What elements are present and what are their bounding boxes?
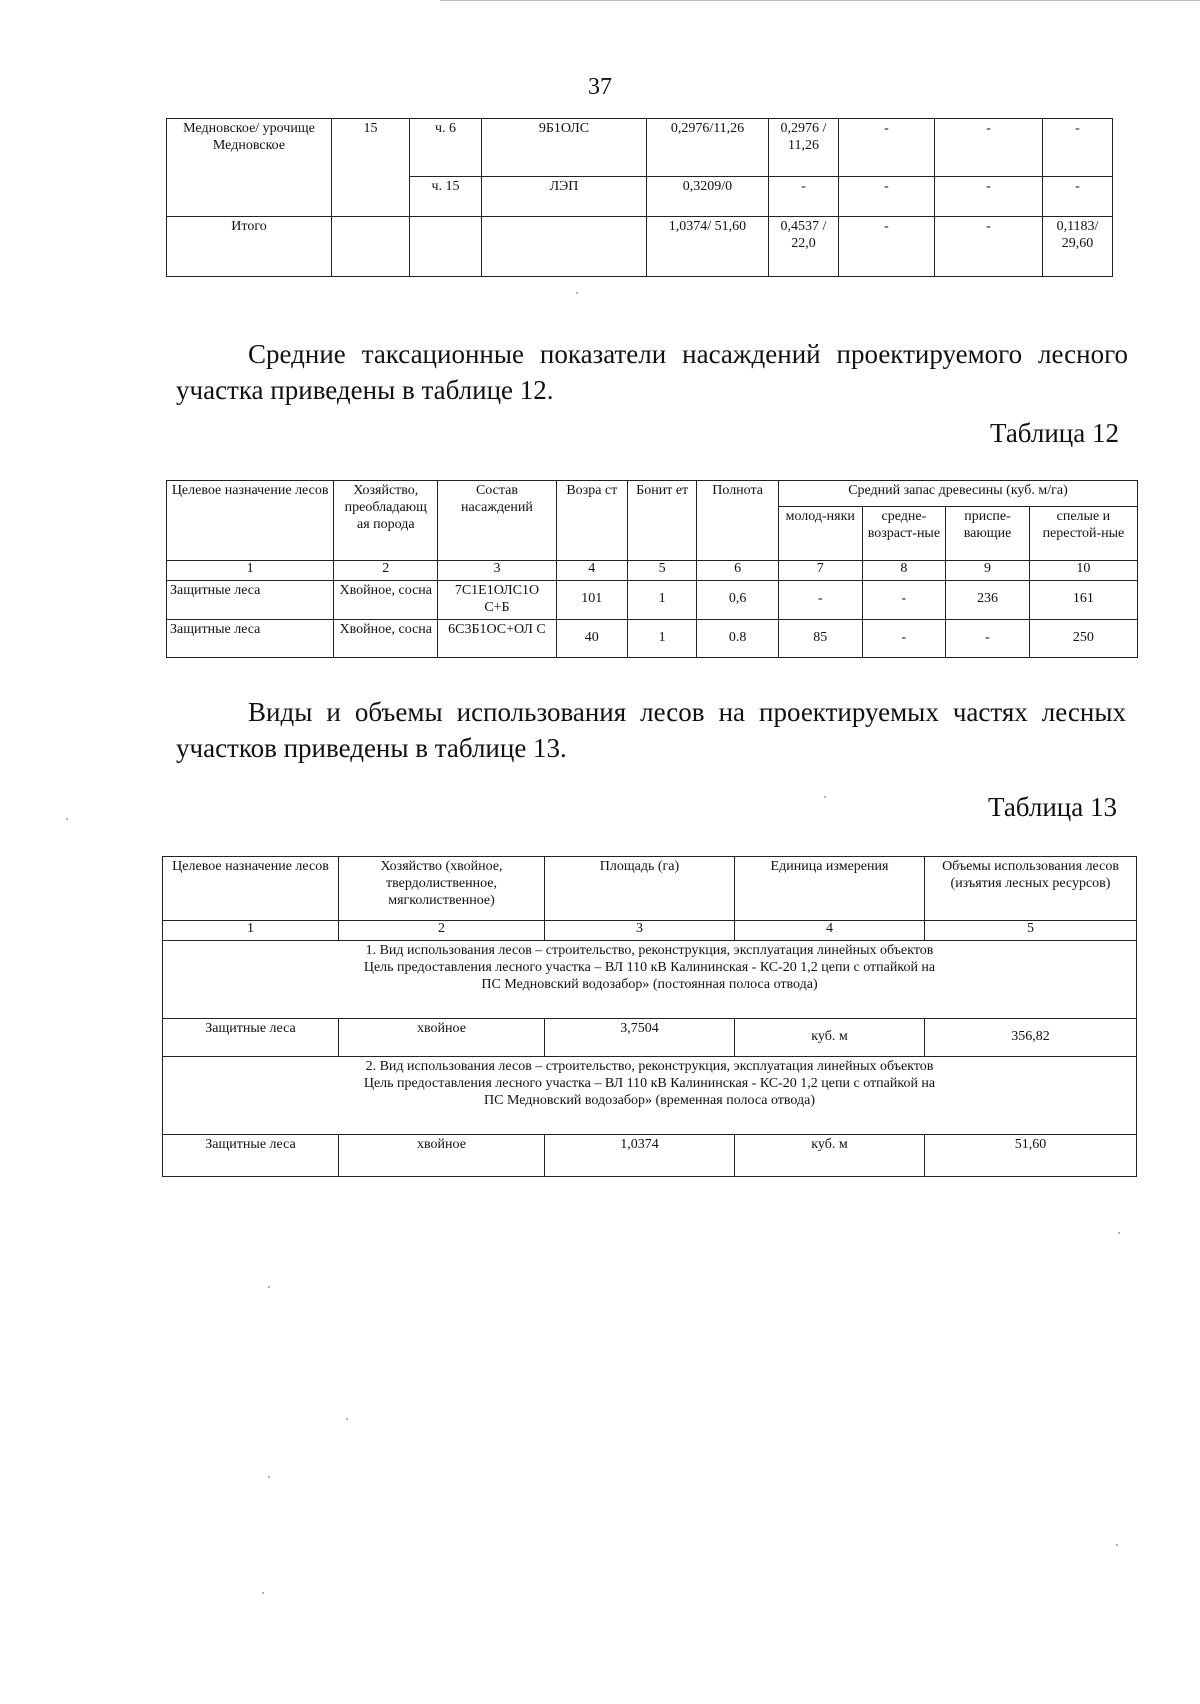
table-cell: - (935, 119, 1043, 177)
table-cell: - (839, 177, 935, 217)
table-cell: 7С1Е1ОЛС1О С+Б (438, 581, 556, 620)
table-cell: - (862, 619, 946, 657)
table-cell: 51,60 (925, 1135, 1137, 1177)
column-number: 8 (862, 561, 946, 581)
table-11-continuation (166, 118, 1113, 277)
table-row (167, 119, 1113, 177)
header-density: Полнота (697, 481, 779, 561)
page-number: 37 (588, 74, 612, 100)
table-cell: - (935, 217, 1043, 277)
header-composition: Состав насаждений (438, 481, 556, 561)
header-maturing: приспе-вающие (946, 507, 1030, 561)
table-12 (166, 480, 1138, 658)
column-number: 6 (697, 561, 779, 581)
table-cell: 0,3209/0 (647, 177, 769, 217)
table-cell: - (1043, 177, 1113, 217)
section-line: 1. Вид использования лесов – строительство, реконструкция, эксплуатация линейных объектов (365, 943, 934, 958)
column-number: 7 (778, 561, 862, 581)
table-cell: 15 (332, 119, 410, 217)
column-number: 5 (925, 921, 1137, 941)
table-cell: Итого (167, 217, 332, 277)
scan-speck (66, 818, 68, 820)
scan-speck (824, 796, 826, 798)
column-number: 3 (545, 921, 735, 941)
header-purpose: Целевое назначение лесов (167, 481, 334, 561)
table-cell (482, 217, 647, 277)
table-row (163, 1019, 1137, 1057)
section-1-description (163, 941, 1137, 1019)
section-row (163, 941, 1137, 1019)
table-cell: 1 (628, 619, 697, 657)
caption-table-13: Таблица 13 (988, 792, 1117, 822)
table-cell: 1,0374 (545, 1135, 735, 1177)
scan-speck (268, 1286, 270, 1288)
scan-speck (346, 1418, 348, 1420)
table-cell: Защитные леса (167, 581, 334, 620)
table-cell: 3,7504 (545, 1019, 735, 1057)
scan-top-edge (440, 0, 1200, 1)
scan-speck (1118, 1232, 1120, 1234)
table-cell: 236 (946, 581, 1030, 620)
table-row (167, 581, 1138, 620)
table-cell: Медновское/ урочище Медновское (167, 119, 332, 217)
section-line: ПС Медновский водозабор» (постоянная полоса отвода) (481, 976, 818, 992)
table-cell: 0,2976 / 11,26 (769, 119, 839, 177)
column-number: 1 (167, 561, 334, 581)
table-cell: - (769, 177, 839, 217)
header-economy: Хозяйство (хвойное, твердолиственное, мягколиственное) (339, 857, 545, 921)
section-2-description (163, 1057, 1137, 1135)
column-number: 1 (163, 921, 339, 941)
table-cell: хвойное (339, 1135, 545, 1177)
table-cell: 0,1183/ 29,60 (1043, 217, 1113, 277)
header-species: Хозяйство, преобладающ ая порода (334, 481, 438, 561)
table-cell: Защитные леса (163, 1019, 339, 1057)
paragraph-table13-intro: Виды и объемы использования лесов на проектируемых частях лесных участков приведены в таблице 13. (176, 697, 1126, 763)
table-row (167, 619, 1138, 657)
table-cell: Защитные леса (167, 619, 334, 657)
caption-table-12: Таблица 12 (990, 418, 1119, 448)
column-number: 10 (1029, 561, 1137, 581)
table-cell: 250 (1029, 619, 1137, 657)
table-cell: - (946, 619, 1030, 657)
scan-speck (262, 1592, 264, 1594)
header-mature: спелые и перестой-ные (1029, 507, 1137, 561)
section-line: 2. Вид использования лесов – строительство, реконструкция, эксплуатация линейных объектов (365, 1059, 934, 1074)
table-row (167, 217, 1113, 277)
table-cell: Хвойное, сосна (334, 619, 438, 657)
table-cell: 85 (778, 619, 862, 657)
table-13 (162, 856, 1137, 1177)
header-site-class: Бонит ет (628, 481, 697, 561)
column-number: 4 (556, 561, 627, 581)
table-cell: хвойное (339, 1019, 545, 1057)
column-number: 4 (735, 921, 925, 941)
section-line: Цель предоставления лесного участка – ВЛ 110 кВ Калининская - КС-20 1,2 цепи с отпайкой на (363, 959, 936, 975)
header-area: Площадь (га) (545, 857, 735, 921)
table-cell: - (1043, 119, 1113, 177)
scan-speck (576, 292, 578, 294)
table-cell: 40 (556, 619, 627, 657)
table-cell: Хвойное, сосна (334, 581, 438, 620)
column-number: 2 (334, 561, 438, 581)
column-number: 9 (946, 561, 1030, 581)
paragraph-table12-intro: Средние таксационные показатели насаждений проектируемого лесного участка приведены в таблице 12. (176, 339, 1128, 405)
table-cell: - (778, 581, 862, 620)
table-row (163, 1135, 1137, 1177)
table-cell (410, 217, 482, 277)
section-line: Цель предоставления лесного участка – ВЛ 110 кВ Калининская - КС-20 1,2 цепи с отпайкой на (363, 1075, 936, 1091)
header-stock: Средний запас древесины (куб. м/га) (778, 481, 1137, 507)
header-middle-aged: средне-возраст-ные (862, 507, 946, 561)
table-cell: 1 (628, 581, 697, 620)
column-number: 5 (628, 561, 697, 581)
header-young: молод-няки (778, 507, 862, 561)
section-line: ПС Медновский водозабор» (временная полоса отвода) (484, 1092, 815, 1108)
scan-speck (268, 1476, 270, 1478)
table-header-row (167, 481, 1138, 507)
table-cell: - (862, 581, 946, 620)
column-number: 3 (438, 561, 556, 581)
table-cell: ЛЭП (482, 177, 647, 217)
table-header-row (163, 857, 1137, 921)
table-cell: Защитные леса (163, 1135, 339, 1177)
table-cell: 0,4537 / 22,0 (769, 217, 839, 277)
table-cell: куб. м (735, 1135, 925, 1177)
table-cell: 0,2976/11,26 (647, 119, 769, 177)
column-number: 2 (339, 921, 545, 941)
scan-speck (1116, 1544, 1118, 1546)
header-age: Возра ст (556, 481, 627, 561)
table-cell: 0,6 (697, 581, 779, 620)
table-cell: 1,0374/ 51,60 (647, 217, 769, 277)
table-cell: 161 (1029, 581, 1137, 620)
table-cell: 356,82 (925, 1019, 1137, 1057)
table-cell: 6С3Б1ОС+ОЛ С (438, 619, 556, 657)
table-cell: ч. 6 (410, 119, 482, 177)
table-cell: - (839, 217, 935, 277)
table-cell: ч. 15 (410, 177, 482, 217)
table-number-row (167, 561, 1138, 581)
section-row (163, 1057, 1137, 1135)
header-unit: Единица измерения (735, 857, 925, 921)
table-cell: 101 (556, 581, 627, 620)
table-cell (332, 217, 410, 277)
table-cell: - (935, 177, 1043, 217)
header-purpose: Целевое назначение лесов (163, 857, 339, 921)
table-cell: - (839, 119, 935, 177)
table-cell: 0.8 (697, 619, 779, 657)
table-cell: куб. м (735, 1019, 925, 1057)
header-volume: Объемы использования лесов (изъятия лесных ресурсов) (925, 857, 1137, 921)
table-number-row (163, 921, 1137, 941)
table-cell: 9Б1ОЛС (482, 119, 647, 177)
